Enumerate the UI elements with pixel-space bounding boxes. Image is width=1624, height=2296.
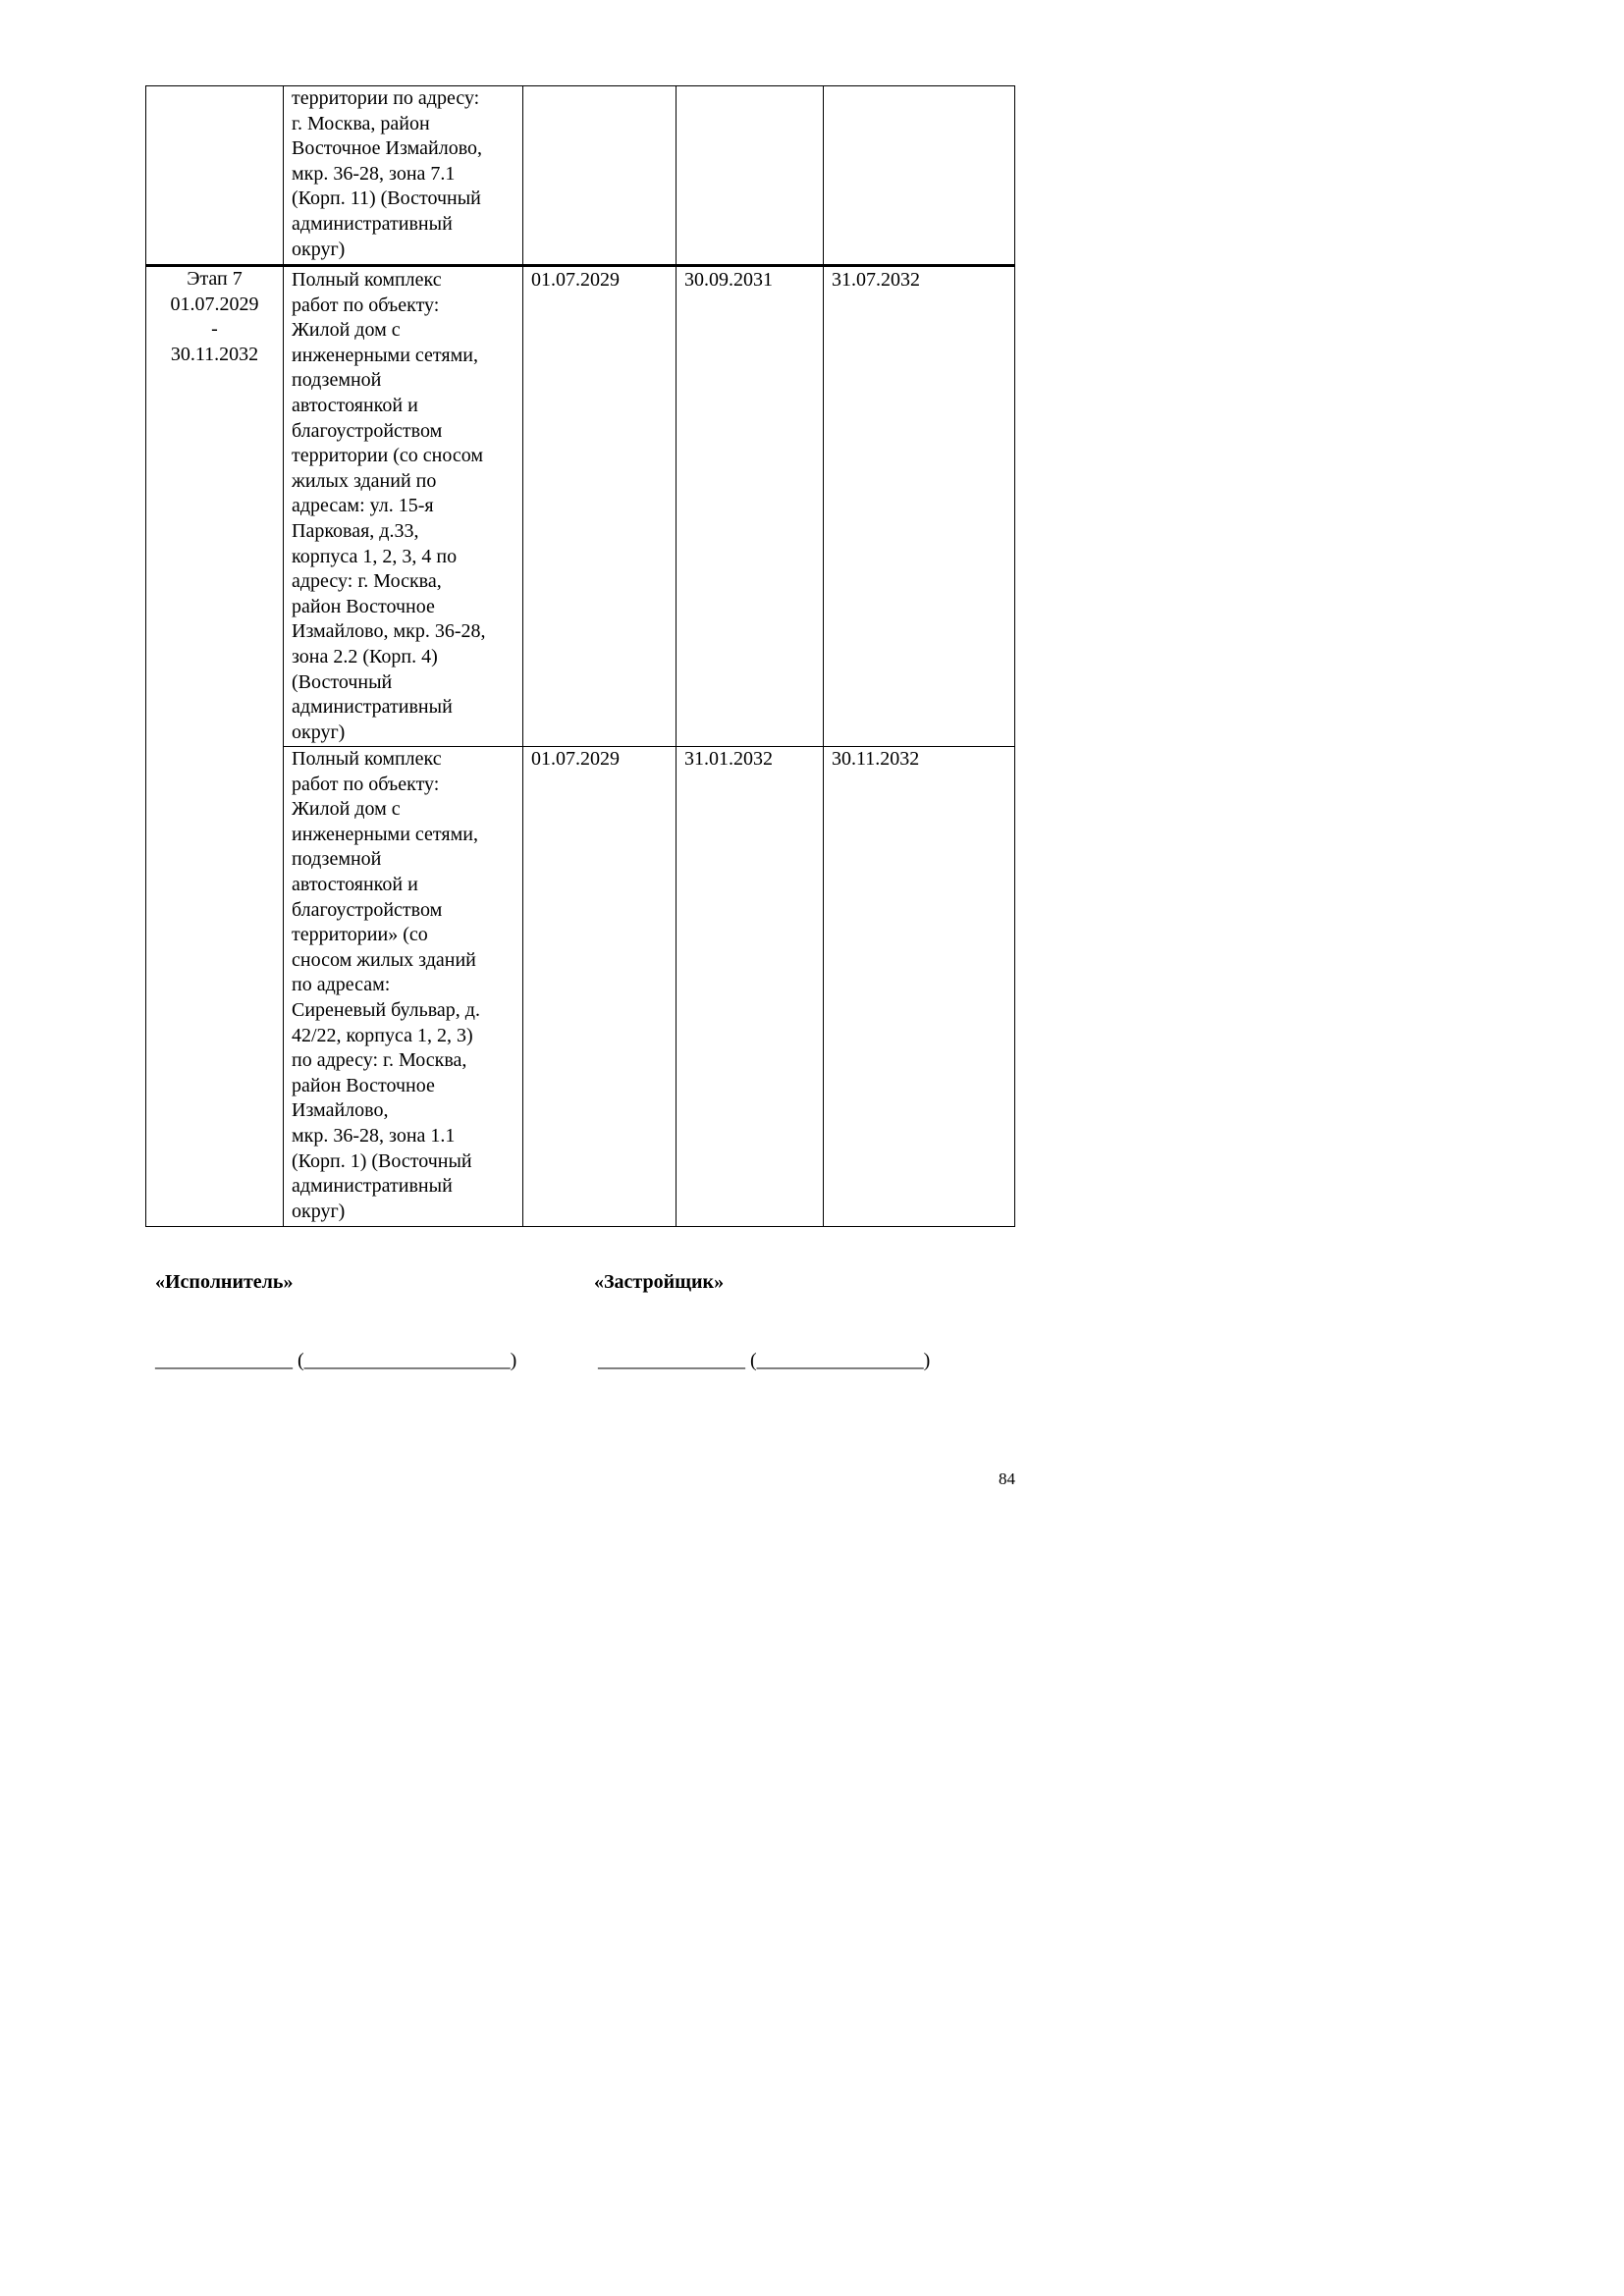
work-description: Полный комплекс работ по объекту: Жилой дом с инженерными сетями, подземной автостоянкой и благоустройством территории (со сносом жилых зданий по адресам: ул. 15-я Парковая, д.33, корпуса 1, 2, 3, 4 по адресу: г. Москва, район Восточное Измайлово, мкр. 36-28, зона 2.2 (Корп. 4) (Восточный административный округ): [284, 266, 523, 747]
final-date: 31.07.2032: [824, 266, 1015, 747]
start-date: 01.07.2029: [523, 747, 677, 1227]
developer-label: «Застройщик»: [594, 1271, 725, 1293]
stage-cell: [146, 86, 284, 266]
executor-signature-line: ______________ (_____________________): [155, 1350, 517, 1371]
schedule-table: [145, 85, 1015, 1227]
executor-label: «Исполнитель»: [155, 1271, 294, 1293]
work-description: Полный комплекс работ по объекту: Жилой дом с инженерными сетями, подземной автостоянкой и благоустройством территории» (со сносом жилых зданий по адресам: Сиреневый бульвар, д. 42/22, корпуса 1, 2, 3) по адресу: г. Москва, район Восточное Измайлово, мкр. 36-28, зона 1.1 (Корп. 1) (Восточный административный округ): [284, 747, 523, 1227]
page-number: 84: [999, 1469, 1015, 1488]
end-date: 30.09.2031: [677, 266, 824, 747]
stage-end-date: 30.11.2032: [170, 343, 259, 365]
start-date: [523, 86, 677, 266]
stage-start-date: 01.07.2029: [170, 293, 259, 315]
developer-signature-line: _______________ (_________________): [598, 1350, 931, 1371]
work-description: территории по адресу: г. Москва, район Восточное Измайлово, мкр. 36-28, зона 7.1 (Корп. 11) (Восточный административный округ): [284, 86, 523, 266]
end-date: [677, 86, 824, 266]
stage-dash: -: [211, 318, 218, 341]
stage-cell: [146, 266, 284, 1227]
table-row: [146, 266, 1015, 747]
final-date: 30.11.2032: [824, 747, 1015, 1227]
final-date: [824, 86, 1015, 266]
start-date: 01.07.2029: [523, 266, 677, 747]
table-row: [146, 86, 1015, 266]
end-date: 31.01.2032: [677, 747, 824, 1227]
stage-title: Этап 7: [187, 268, 243, 290]
